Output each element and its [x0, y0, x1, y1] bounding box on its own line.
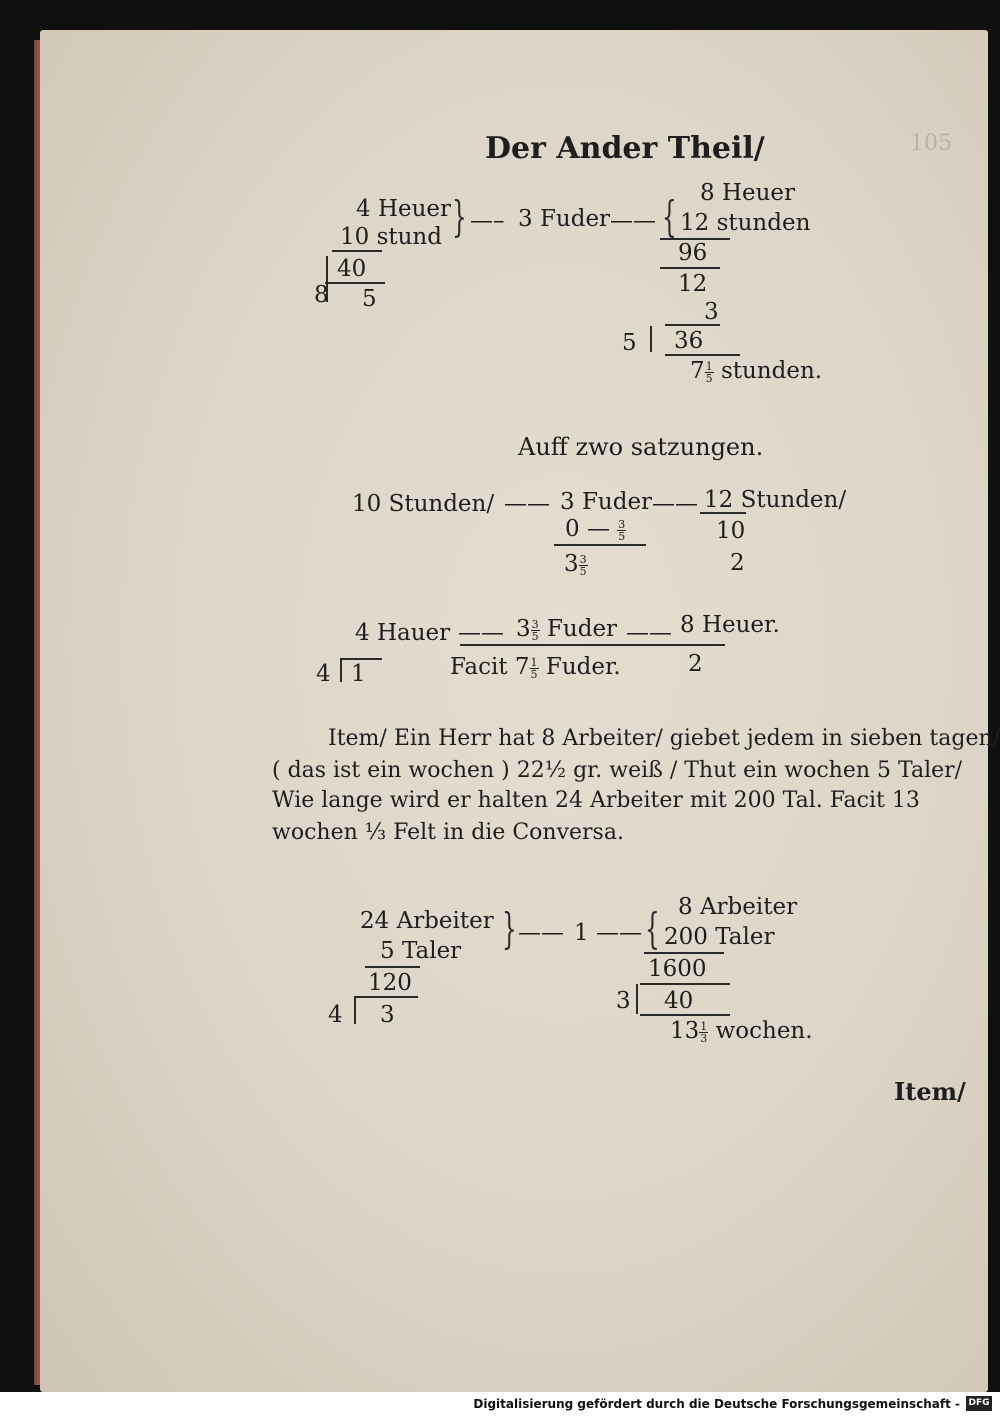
ex3-dash-1: —— [458, 620, 504, 646]
ex1-right-brace: { [662, 192, 677, 241]
section-heading: Auff zwo satzungen. [518, 433, 764, 461]
ex1-result-fraction: $\frac{1}{5}$ [705, 359, 713, 385]
ex3-div-rule [342, 658, 382, 660]
ex2-right-10: 10 [716, 518, 746, 544]
ex4-right-term-2: 200 Taler [664, 924, 775, 950]
ex4-right-term-1: 8 Arbeiter [678, 894, 798, 920]
ex1-left-divisor: 8 [314, 282, 329, 308]
ex2-term-1: 10 Stunden/ [352, 491, 495, 517]
ex2-right-2: 2 [730, 550, 745, 576]
ex1-left-term-1: 4 Heuer [356, 196, 452, 222]
paragraph-line-4: wochen ⅓ Felt in die Conversa. [272, 820, 624, 845]
ex4-result-whole: 13 [670, 1018, 700, 1044]
ex3-term-2: 3 $\frac{3}{5}$ Fuder [516, 616, 618, 643]
ex4-right-product: 1600 [648, 956, 707, 982]
ex3-division-bar [340, 658, 342, 682]
ex4-left-term-1: 24 Arbeiter [360, 908, 494, 934]
ex1-left-brace: } [452, 192, 467, 241]
ex4-middle-term: 1 [574, 920, 589, 946]
ex1-left-product: 40 [337, 256, 367, 282]
paragraph-line-1: Item/ Ein Herr hat 8 Arbeiter/ giebet jedem in sieben tagen/ [328, 726, 1000, 751]
ex3-divisor: 4 [316, 661, 331, 687]
footer-bar [0, 1392, 1000, 1416]
page-number: 105 [910, 131, 952, 156]
ex4-dash-2: —— [596, 920, 642, 946]
ex4-dash-1: —— [518, 920, 564, 946]
ex1-right-term-1: 8 Heuer [700, 180, 796, 206]
ex4-result-fraction: $\frac{1}{3}$ [700, 1019, 708, 1045]
ex3-term-1: 4 Hauer [355, 620, 451, 646]
ex2-term-3: 12 Stunden/ [704, 487, 847, 513]
ex1-left-term-2: 10 stund [340, 224, 442, 250]
ex2-sub-1: 0 — $\frac{3}{5}$ [565, 516, 626, 543]
ex4-result-unit: wochen. [715, 1018, 813, 1044]
ex1-result-unit: stunden. [720, 358, 823, 384]
book-page [40, 30, 1000, 1392]
ex3-dividend: 1 [351, 661, 366, 687]
ex1-left-quotient: 5 [362, 286, 377, 312]
ex4-left-division-bar [354, 996, 356, 1024]
ex1-right-rule-3 [665, 324, 720, 326]
ex4-right-division-bar [636, 984, 638, 1014]
ex1-result-whole: 7 [690, 358, 705, 384]
ex4-left-term-2: 5 Taler [380, 938, 462, 964]
ex1-right-rule-4 [665, 354, 740, 356]
paragraph-line-3: Wie lange wird er halten 24 Arbeiter mit 200 Tal. Facit 13 [272, 788, 920, 813]
ex2-dash-2: —— [652, 491, 698, 517]
ex3-right-2: 2 [688, 651, 703, 677]
ex4-left-quotient: 3 [380, 1002, 395, 1028]
ex1-right-divisor: 5 [622, 330, 637, 356]
ex1-right-term-2: 12 stunden [680, 210, 811, 236]
ex3-dash-2: —— [626, 620, 672, 646]
ex1-right-rule-2 [660, 267, 720, 269]
ex3-term-2-fraction: $\frac{3}{5}$ [531, 617, 539, 643]
ex4-right-brace: { [645, 904, 660, 953]
ex1-left-rule [332, 250, 382, 252]
ex1-result [690, 360, 822, 384]
ex1-right-div: 12 [678, 271, 708, 297]
ex1-right-remainder: 3 [704, 299, 719, 325]
paragraph-line-2: ( das ist ein wochen ) 22½ gr. weiß / Thut ein wochen 5 Taler/ [272, 758, 963, 783]
ex1-dash-1: —– [470, 208, 505, 234]
ex2-sub-rule [554, 544, 646, 546]
ex2-sub-2: 3 $\frac{3}{5}$ [564, 551, 587, 578]
ex4-right-rule [644, 952, 724, 954]
ex2-right-rule [700, 512, 746, 514]
ex2-sub-2-fraction: $\frac{3}{5}$ [579, 552, 587, 578]
ex4-right-rule-3 [640, 1014, 730, 1016]
ex4-result [670, 1020, 813, 1044]
ex1-dash-2: —— [610, 208, 656, 234]
ex4-right-40: 40 [664, 988, 694, 1014]
ex2-term-2: 3 Fuder [560, 489, 653, 515]
ex4-right-divisor: 3 [616, 988, 631, 1014]
ex3-term-3: 8 Heuer. [680, 612, 780, 638]
dfg-logo: DFG [966, 1396, 992, 1411]
ex4-left-divisor: 4 [328, 1002, 343, 1028]
ex1-middle-term: 3 Fuder [518, 206, 611, 232]
ex3-facit-fraction: $\frac{1}{5}$ [530, 655, 538, 681]
ex1-right-product: 96 [678, 240, 708, 266]
catchword: Item/ [894, 1077, 966, 1106]
footer-credit: Digitalisierung gefördert durch die Deutsche Forschungsgemeinschaft - [473, 1397, 960, 1411]
ex4-left-rule [365, 966, 420, 968]
ex4-left-rule-2 [356, 996, 418, 998]
page-header: Der Ander Theil/ [485, 131, 765, 166]
ex3-facit: Facit 7 $\frac{1}{5}$ Fuder. [450, 654, 621, 681]
ex4-left-brace: } [502, 904, 517, 953]
ex1-right-36: 36 [674, 328, 704, 354]
ex4-left-product: 120 [368, 970, 412, 996]
ex2-sub-1-fraction: $\frac{3}{5}$ [618, 517, 626, 543]
ex1-right-division-bar [650, 326, 652, 352]
ex4-right-rule-2 [640, 983, 730, 985]
ex3-rule [460, 644, 725, 646]
ex1-left-rule-2 [325, 282, 385, 284]
ex2-dash-1: —— [504, 491, 550, 517]
